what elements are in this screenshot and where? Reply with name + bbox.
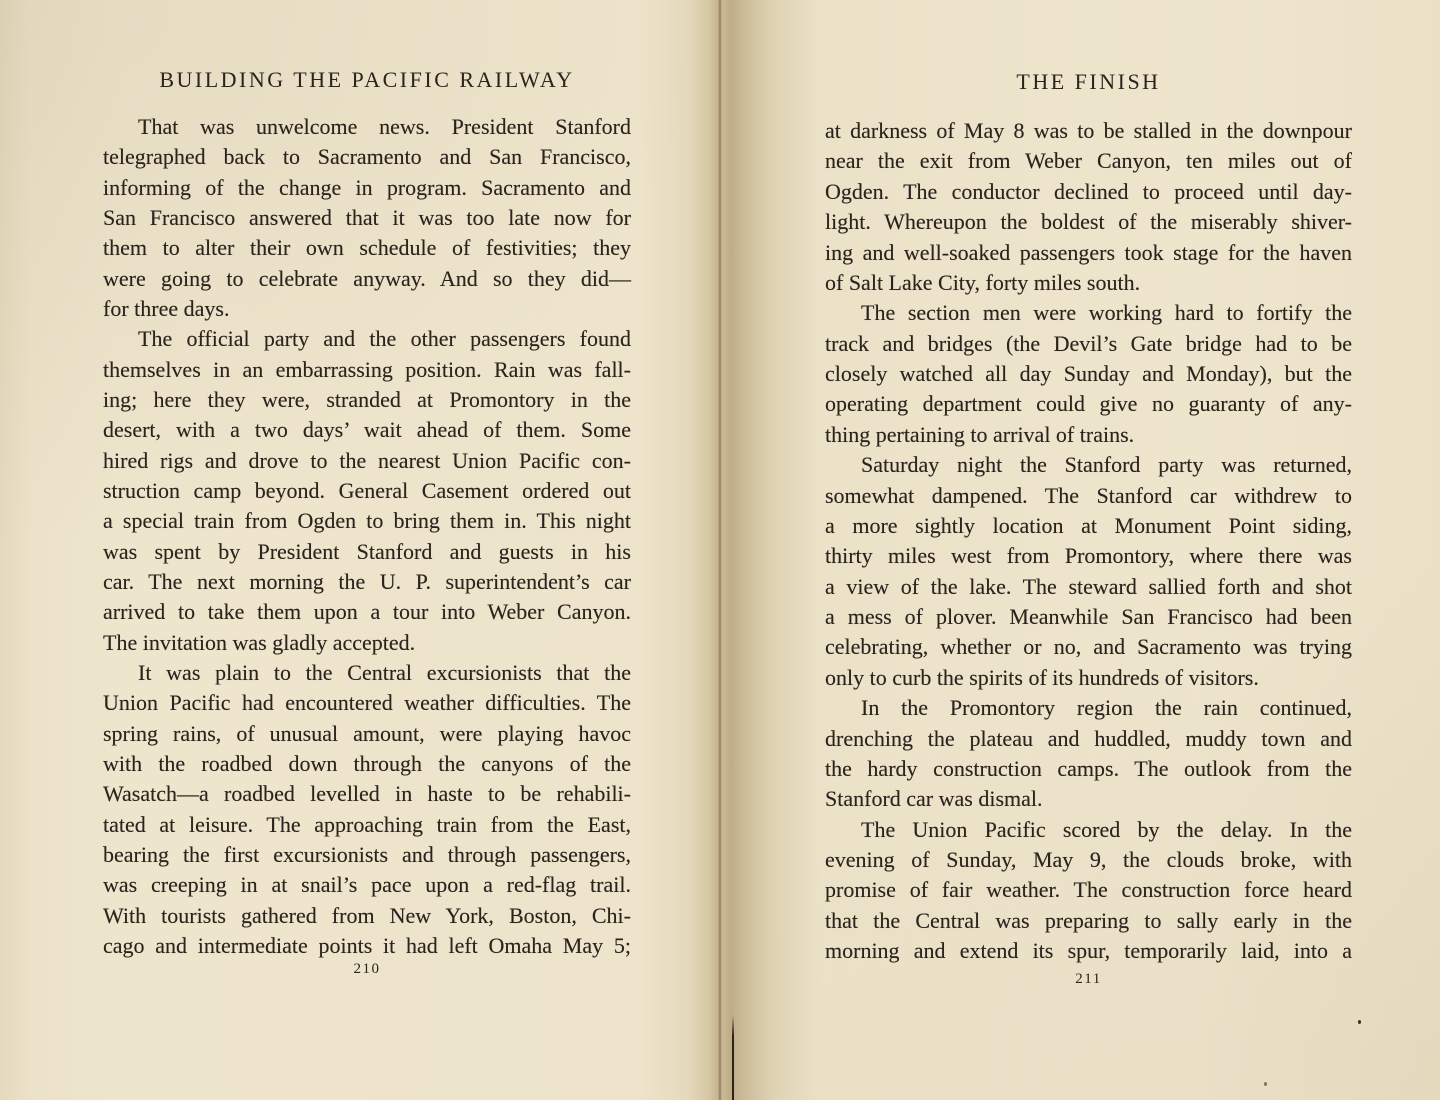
text-line: cago and intermediate points it had left Omaha May 5;	[103, 932, 631, 958]
text-line: that the Central was preparing to sally early in the	[825, 907, 1352, 933]
paragraph	[825, 693, 1352, 815]
text-line: desert, with a two days’ wait ahead of them. Some	[103, 417, 631, 443]
text-line: drenching the plateau and huddled, muddy town and	[825, 725, 1352, 751]
text-line: operating department could give no guaranty of any-	[825, 391, 1352, 417]
text-line: In the Promontory region the rain continued,	[861, 695, 1352, 721]
text-line: bearing the first excursionists and through passengers,	[103, 841, 631, 867]
text-line: a view of the lake. The steward sallied forth and shot	[825, 573, 1352, 599]
text-line: celebrating, whether or no, and Sacramento was trying	[825, 634, 1352, 660]
text-line: thirty miles west from Promontory, where there was	[825, 543, 1352, 569]
paragraph	[825, 116, 1352, 298]
text-line: promise of fair weather. The construction force heard	[825, 877, 1352, 903]
text-line: The section men were working hard to fortify the	[861, 300, 1352, 326]
text-line: ing; here they were, stranded at Promontory in the	[103, 386, 631, 412]
text-line: Wasatch—a roadbed levelled in haste to be rehabili-	[103, 781, 631, 807]
text-line: struction camp beyond. General Casement ordered out	[103, 477, 631, 503]
text-line: them to alter their own schedule of festivities; they	[103, 235, 631, 261]
text-line: themselves in an embarrassing position. Rain was fall-	[103, 356, 631, 382]
text-line: the hardy construction camps. The outlook from the	[825, 755, 1352, 781]
text-line: San Francisco answered that it was too late now for	[103, 204, 631, 230]
body-text	[825, 116, 1352, 967]
paragraph	[103, 324, 631, 658]
text-line: It was plain to the Central excursionists that the	[138, 659, 631, 685]
text-line: was creeping in at snail’s pace upon a red-flag trail.	[103, 872, 631, 898]
text-line: at darkness of May 8 was to be stalled in the downpour	[825, 118, 1352, 143]
text-line: near the exit from Weber Canyon, ten miles out of	[825, 148, 1352, 174]
text-line: spring rains, of unusual amount, were playing havoc	[103, 720, 631, 746]
text-line: That was unwelcome news. President Stanford	[138, 114, 631, 139]
text-line: a mess of plover. Meanwhile San Francisco had been	[825, 604, 1352, 629]
text-line: The invitation was gladly accepted.	[103, 629, 416, 655]
text-line: only to curb the spirits of its hundreds of visitors.	[825, 664, 1259, 690]
paragraph	[825, 815, 1352, 967]
paragraph	[103, 112, 631, 324]
text-line: Ogden. The conductor declined to proceed until day-	[825, 178, 1352, 204]
text-line: evening of Sunday, May 9, the clouds broke, with	[825, 847, 1352, 872]
text-line: a more sightly location at Monument Point siding,	[825, 512, 1352, 538]
text-line: ing and well-soaked passengers took stage for the haven	[825, 239, 1352, 265]
text-line: morning and extend its spur, temporarily laid, into a	[825, 938, 1352, 964]
text-line: informing of the change in program. Sacramento and	[103, 174, 631, 200]
text-line: Saturday night the Stanford party was returned,	[861, 452, 1352, 478]
text-line: track and bridges (the Devil’s Gate bridge had to be	[825, 330, 1352, 356]
text-line: tated at leisure. The approaching train from the East,	[103, 811, 631, 837]
paragraph	[825, 450, 1352, 693]
text-line: were going to celebrate anyway. And so they did—	[103, 265, 631, 291]
text-line: With tourists gathered from New York, Boston, Chi-	[103, 902, 631, 928]
text-line: thing pertaining to arrival of trains.	[825, 421, 1135, 447]
text-line: of Salt Lake City, forty miles south.	[825, 269, 1141, 295]
text-line: somewhat dampened. The Stanford car withdrew to	[825, 482, 1352, 508]
paragraph	[103, 658, 631, 961]
right-page	[722, 0, 1440, 1100]
text-line: light. Whereupon the boldest of the miserably shiver-	[825, 209, 1352, 235]
paragraph	[825, 298, 1352, 450]
ink-speck	[1264, 1082, 1267, 1086]
page-number: 210	[353, 961, 381, 977]
text-line: The official party and the other passengers found	[138, 326, 631, 352]
text-line: a special train from Ogden to bring them in. This night	[103, 508, 631, 534]
text-line: closely watched all day Sunday and Monday), but the	[825, 361, 1352, 386]
page-number: 211	[1075, 971, 1102, 987]
text-line: car. The next morning the U. P. superintendent’s car	[103, 568, 631, 594]
text-line: Stanford car was dismal.	[825, 786, 1043, 812]
body-text	[103, 112, 631, 961]
text-line: The Union Pacific scored by the delay. In the	[861, 816, 1352, 842]
text-line: arrived to take them upon a tour into Weber Canyon.	[103, 599, 631, 625]
text-line: telegraphed back to Sacramento and San Francisco,	[103, 144, 631, 170]
text-line: with the roadbed down through the canyons of the	[103, 750, 631, 776]
text-line: Union Pacific had encountered weather difficulties. The	[103, 690, 631, 716]
ink-speck	[1358, 1020, 1361, 1024]
running-head: BUILDING THE PACIFIC RAILWAY	[159, 67, 575, 92]
text-line: for three days.	[103, 295, 230, 321]
text-line: hired rigs and drove to the nearest Union Pacific con-	[103, 447, 631, 473]
running-head: THE FINISH	[1016, 69, 1161, 94]
text-line: was spent by President Stanford and guests in his	[103, 538, 631, 564]
